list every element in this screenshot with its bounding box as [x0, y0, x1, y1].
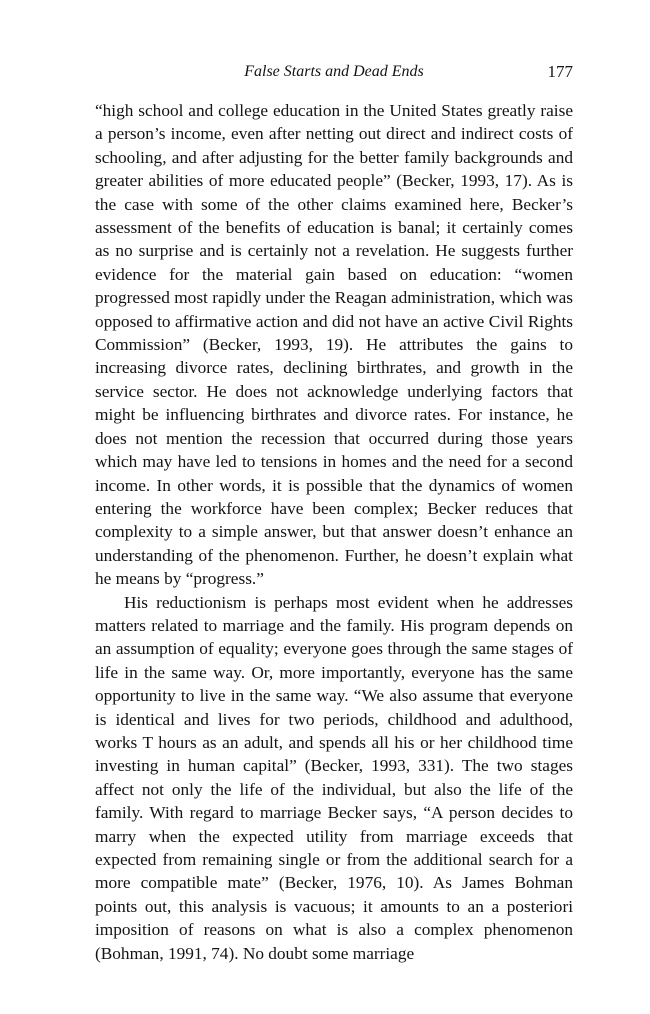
- paragraph-continued: “high school and college education in the United States greatly raise a person’s income, even after netting out direct and indirect costs of schooling, and after adjusting for the better family backgrounds and greater abilities of more educated people” (Becker, 1993, 17). As is the case with some of the other claims examined here, Becker’s assessment of the benefits of education is banal; it certainly comes as no surprise and is certainly not a revelation. He suggests further evidence for the material gain based on education: “women progressed most rapidly under the Reagan administration, which was opposed to affirmative action and did not have an active Civil Rights Commission” (Becker, 1993, 19). He attributes the gains to increasing divorce rates, declining birthrates, and growth in the service sector. He does not acknowledge underlying factors that might be influencing birthrates and divorce rates. For instance, he does not mention the recession that occurred during those years which may have led to tensions in homes and the need for a second income. In other words, it is possible that the dynamics of women entering the workforce have been complex; Becker reduces that complexity to a simple answer, but that answer doesn’t enhance an understanding of the phenomenon. Further, he doesn’t explain what he means by “progress.”: [95, 101, 573, 589]
- page-number: 177: [547, 62, 573, 81]
- running-title: False Starts and Dead Ends: [244, 63, 424, 80]
- body-text: [95, 99, 573, 965]
- paragraph: His reductionism is perhaps most evident when he addresses matters related to marriage and the family. His program depends on an assumption of equality; everyone goes through the same stages of life in the same way. Or, more importantly, everyone has the same opportunity to live in the same way. “We also assume that everyone is identical and lives for two periods, childhood and adulthood, works T hours as an adult, and spends all his or her childhood time investing in human capital” (Becker, 1993, 331). The two stages affect not only the life of the individual, but also the life of the family. With regard to marriage Becker says, “A person decides to marry when the expected utility from marriage exceeds that expected from remaining single or from the additional search for a more compatible mate” (Becker, 1976, 10). As James Bohman points out, this analysis is vacuous; it amounts to an a posteriori imposition of reasons on what is also a complex phenomenon (Bohman, 1991, 74). No doubt some marriage: [95, 592, 573, 963]
- running-head: [95, 60, 573, 84]
